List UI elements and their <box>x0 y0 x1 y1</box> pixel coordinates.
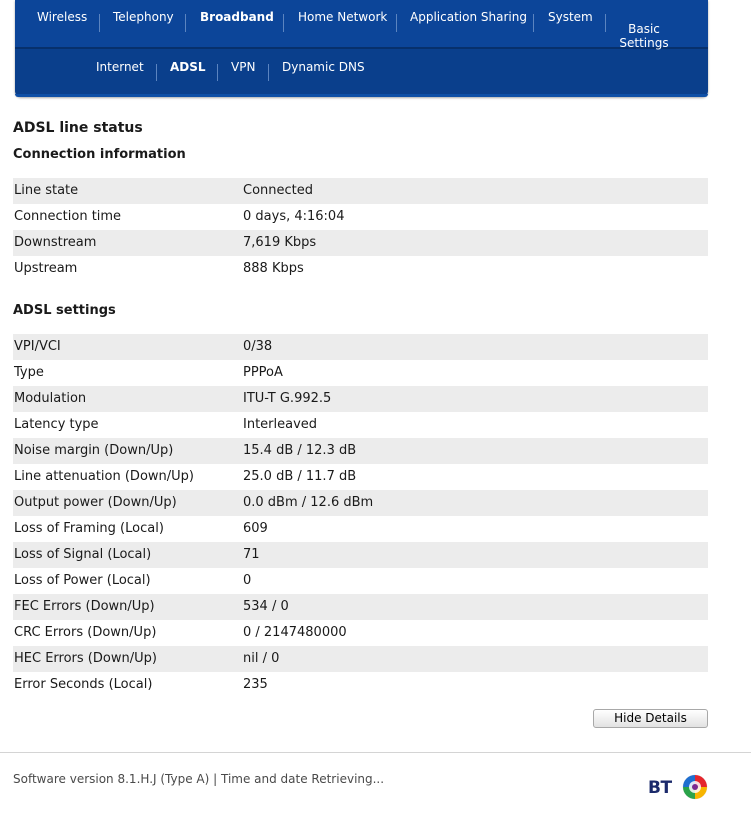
row-label: Error Seconds (Local) <box>14 677 153 692</box>
tab-system[interactable]: System <box>548 10 593 24</box>
table-row <box>13 568 708 594</box>
subtab-dynamic-dns[interactable]: Dynamic DNS <box>282 60 365 74</box>
table-row <box>13 230 708 256</box>
table-row <box>13 334 708 360</box>
row-value: 0 days, 4:16:04 <box>243 209 345 224</box>
row-value: 0.0 dBm / 12.6 dBm <box>243 495 374 510</box>
row-value: PPPoA <box>243 365 283 380</box>
row-value: nil / 0 <box>243 651 280 666</box>
adsl-settings-heading: ADSL settings <box>13 303 116 318</box>
tab-application-sharing[interactable]: Application Sharing <box>410 10 527 24</box>
table-row <box>13 256 708 282</box>
table-row <box>13 204 708 230</box>
table-row <box>13 516 708 542</box>
row-label: Noise margin (Down/Up) <box>14 443 174 458</box>
table-row <box>13 490 708 516</box>
row-value: 609 <box>243 521 268 536</box>
row-label: Upstream <box>14 261 78 276</box>
row-label: Line state <box>14 183 79 198</box>
logo-text: BT <box>648 778 672 798</box>
table-row <box>13 360 708 386</box>
connection-info-table <box>13 178 708 282</box>
table-row <box>13 178 708 204</box>
bt-globe-icon <box>681 771 709 801</box>
table-row <box>13 594 708 620</box>
table-row <box>13 438 708 464</box>
tab-broadband[interactable]: Broadband <box>200 10 274 24</box>
tab-home-network[interactable]: Home Network <box>298 10 388 24</box>
row-label: Modulation <box>14 391 87 406</box>
row-label: Loss of Power (Local) <box>14 573 151 588</box>
subtab-adsl[interactable]: ADSL <box>170 60 206 74</box>
row-label: Latency type <box>14 417 99 432</box>
row-label: CRC Errors (Down/Up) <box>14 625 157 640</box>
row-label: Type <box>14 365 44 380</box>
row-value: Interleaved <box>243 417 318 432</box>
row-label: Line attenuation (Down/Up) <box>14 469 194 484</box>
row-value: 7,619 Kbps <box>243 235 317 250</box>
row-value: 534 / 0 <box>243 599 289 614</box>
tab-basic-settings[interactable]: Basic Settings <box>619 22 669 50</box>
table-row <box>13 386 708 412</box>
bt-logo <box>648 770 710 804</box>
row-value: 888 Kbps <box>243 261 304 276</box>
row-value: Connected <box>243 183 314 198</box>
row-value: 0/38 <box>243 339 273 354</box>
adsl-settings-table <box>13 334 708 698</box>
row-label: Connection time <box>14 209 122 224</box>
table-row <box>13 646 708 672</box>
table-row <box>13 464 708 490</box>
subtab-separator <box>156 64 157 81</box>
tab-separator <box>396 14 397 32</box>
page-title: ADSL line status <box>13 120 143 136</box>
row-label: FEC Errors (Down/Up) <box>14 599 155 614</box>
tab-telephony[interactable]: Telephony <box>113 10 174 24</box>
subtab-internet[interactable]: Internet <box>96 60 144 74</box>
tab-separator <box>533 14 534 32</box>
row-label: Downstream <box>14 235 97 250</box>
table-row <box>13 542 708 568</box>
tab-separator <box>605 14 606 32</box>
main-navigation <box>15 0 708 97</box>
row-label: Loss of Framing (Local) <box>14 521 164 536</box>
row-value: 0 <box>243 573 252 588</box>
row-label: HEC Errors (Down/Up) <box>14 651 157 666</box>
table-row <box>13 620 708 646</box>
tab-separator <box>99 14 100 32</box>
row-label: Loss of Signal (Local) <box>14 547 152 562</box>
connection-info-heading: Connection information <box>13 147 186 162</box>
row-value: 15.4 dB / 12.3 dB <box>243 443 357 458</box>
tab-separator <box>185 14 186 32</box>
table-row <box>13 412 708 438</box>
hide-details-button[interactable]: Hide Details <box>593 709 708 728</box>
row-label: VPI/VCI <box>14 339 61 354</box>
row-value: 25.0 dB / 11.7 dB <box>243 469 357 484</box>
row-value: 0 / 2147480000 <box>243 625 347 640</box>
row-value: 235 <box>243 677 268 692</box>
tab-wireless[interactable]: Wireless <box>37 10 88 24</box>
row-value: ITU-T G.992.5 <box>243 391 332 406</box>
subtab-separator <box>268 64 269 81</box>
nav-divider <box>15 47 708 49</box>
row-value: 71 <box>243 547 260 562</box>
subtab-separator <box>217 64 218 81</box>
nav-bottom-edge <box>15 94 708 97</box>
row-label: Output power (Down/Up) <box>14 495 177 510</box>
subtab-vpn[interactable]: VPN <box>231 60 256 74</box>
tab-separator <box>283 14 284 32</box>
footer-divider <box>0 752 751 753</box>
footer-status-text: Software version 8.1.H.J (Type A) | Time and date Retrieving... <box>13 772 385 786</box>
table-row <box>13 672 708 698</box>
